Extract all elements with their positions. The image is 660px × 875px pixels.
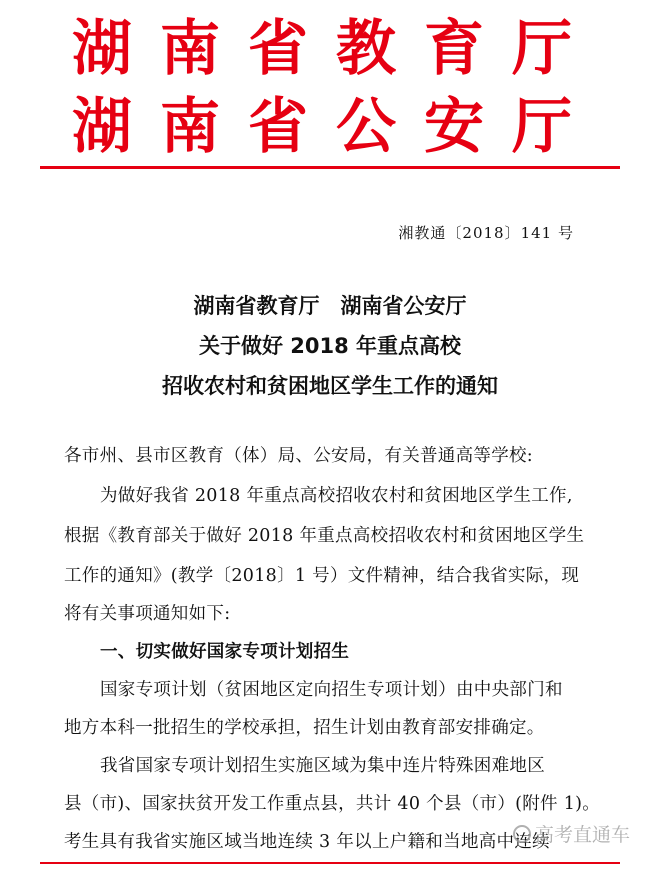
paragraph-1-line-2: 根据《教育部关于做好 2018 年重点高校招收农村和贫困地区学生	[64, 526, 585, 546]
wechat-logo-icon	[513, 825, 531, 843]
paragraph-1-line-3: 工作的通知》(教学〔2018〕1 号）文件精神，结合我省实际，现	[64, 566, 580, 586]
letterhead-line-2: 湖南省公安厅	[72, 92, 600, 162]
document-title-line-1: 湖南省教育厅 湖南省公安厅	[193, 294, 467, 318]
bottom-red-rule	[40, 862, 620, 864]
paragraph-3-line-2: 县（市)、国家扶贫开发工作重点县，共计 40 个县（市）(附件 1)。	[64, 794, 601, 814]
paragraph-1-line-4: 将有关事项通知如下:	[64, 604, 231, 624]
document-number: 湘教通〔2018〕141 号	[398, 224, 574, 242]
paragraph-2-line-1: 国家专项计划（贫困地区定向招生专项计划）由中央部门和	[100, 680, 563, 700]
section-1-heading: 一、切实做好国家专项计划招生	[100, 642, 350, 662]
letterhead-line-1: 湖南省教育厅	[72, 14, 600, 84]
paragraph-2-line-2: 地方本科一批招生的学校承担，招生计划由教育部安排确定。	[64, 718, 545, 738]
document-title-line-2: 关于做好 2018 年重点高校	[198, 334, 462, 358]
paragraph-1-line-1: 为做好我省 2018 年重点高校招收农村和贫困地区学生工作,	[100, 486, 573, 506]
document-title-line-3: 招收农村和贫困地区学生工作的通知	[162, 374, 498, 398]
paragraph-3-line-3: 考生具有我省实施区域当地连续 3 年以上户籍和当地高中连续	[64, 832, 550, 852]
letterhead-divider	[40, 166, 620, 169]
paragraph-3-line-1: 我省国家专项计划招生实施区域为集中连片特殊困难地区	[100, 756, 545, 776]
watermark	[513, 820, 630, 847]
addressee-line: 各市州、县市区教育（体）局、公安局，有关普通高等学校:	[64, 446, 533, 466]
watermark-text: 高考直通车	[534, 824, 630, 846]
